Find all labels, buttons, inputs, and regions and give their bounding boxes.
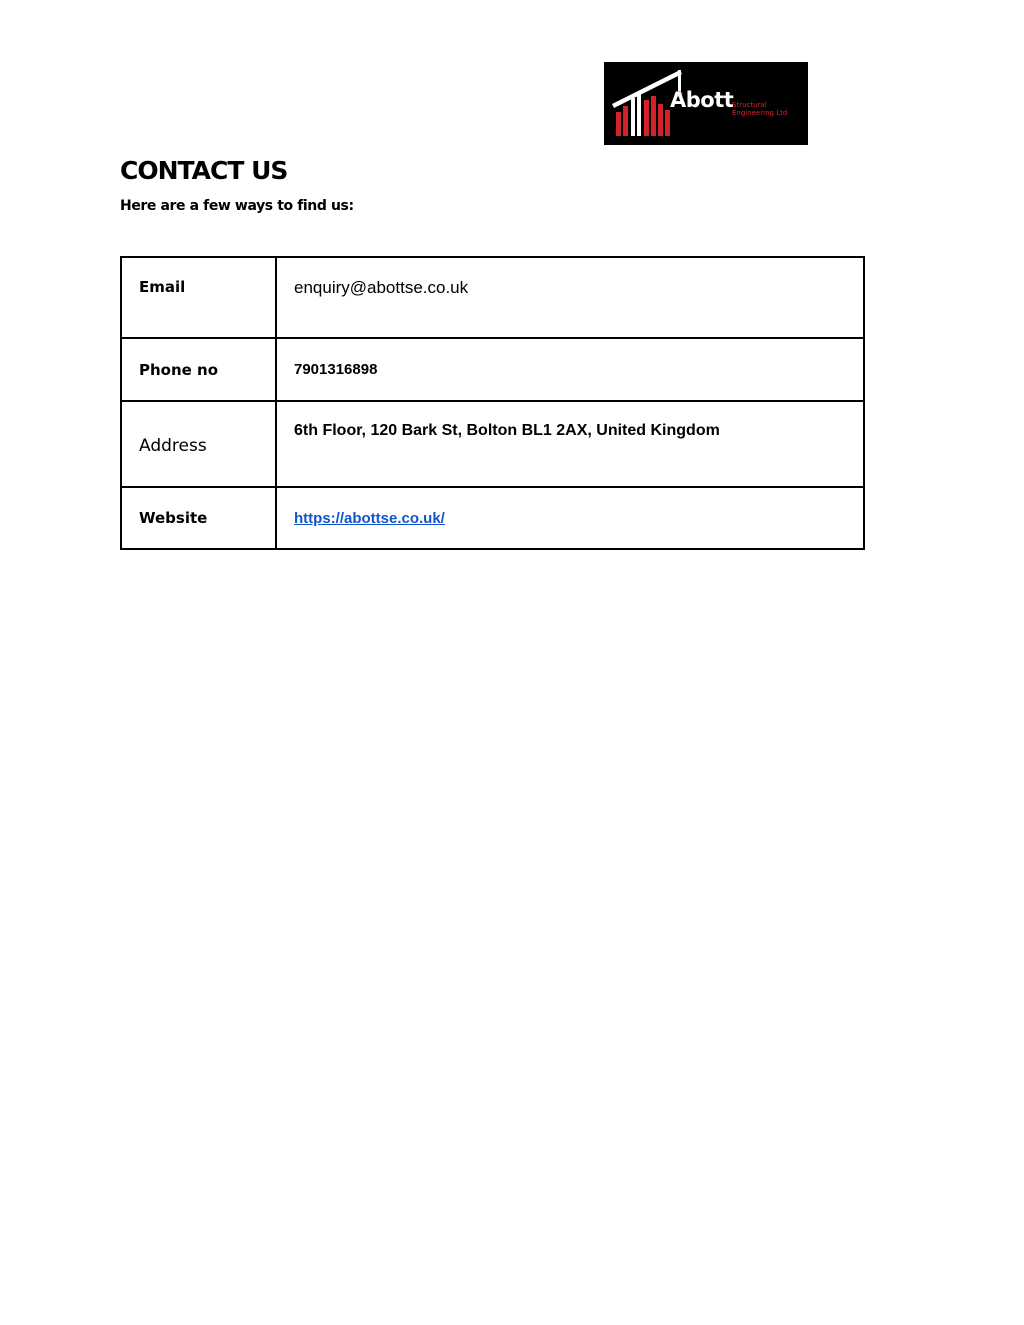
website-link[interactable]: https://abottse.co.uk/ xyxy=(294,509,445,527)
address-value: 6th Floor, 120 Bark St, Bolton BL1 2AX, United Kingdom xyxy=(276,401,864,487)
contact-row-website xyxy=(121,487,864,549)
logo-wordmark: Abott xyxy=(670,88,734,112)
logo-tagline-line1: Structural xyxy=(732,101,767,109)
logo-tagline xyxy=(732,101,802,117)
website-cell xyxy=(276,487,864,549)
phone-value: 7901316898 xyxy=(276,338,864,401)
email-label: Email xyxy=(121,257,276,338)
contact-row-email xyxy=(121,257,864,338)
company-logo xyxy=(604,62,808,145)
email-value: enquiry@abottse.co.uk xyxy=(276,257,864,338)
contact-row-address xyxy=(121,401,864,487)
contact-table xyxy=(120,256,865,550)
contact-row-phone xyxy=(121,338,864,401)
logo-tagline-line2: Engineering Ltd xyxy=(732,109,788,117)
website-label: Website xyxy=(121,487,276,549)
page-subtitle: Here are a few ways to find us: xyxy=(120,198,354,214)
phone-label: Phone no xyxy=(121,338,276,401)
address-label: Address xyxy=(121,401,276,487)
page-title: CONTACT US xyxy=(120,156,288,185)
